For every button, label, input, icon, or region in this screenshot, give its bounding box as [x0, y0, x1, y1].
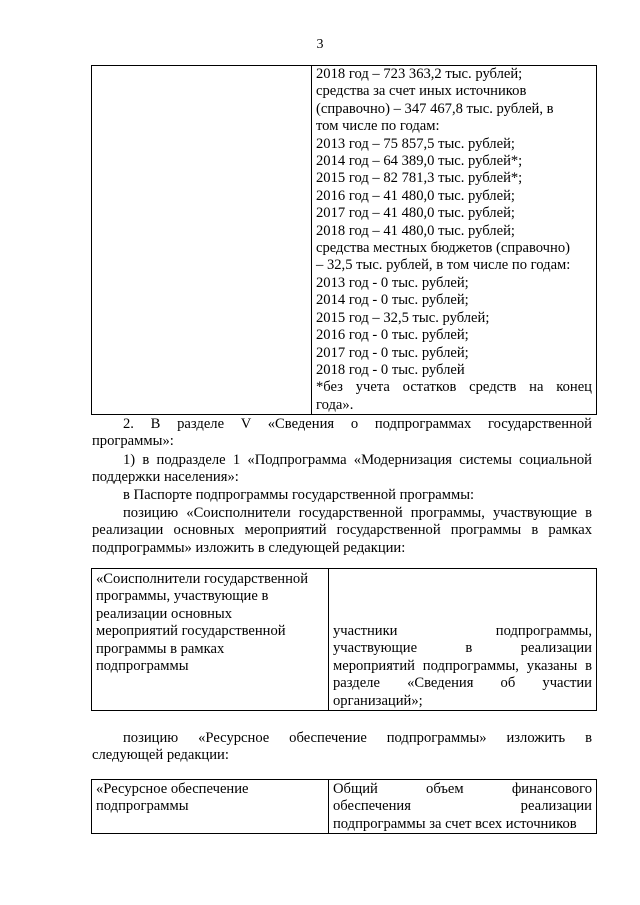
cell-line: участники подпрограммы,	[333, 623, 592, 639]
funding-line: 2015 год – 82 781,3 тыс. рублей*;	[316, 170, 523, 187]
cell-line: мероприятий подпрограммы, указаны в	[333, 657, 592, 674]
coexecutors-label-cell	[92, 569, 329, 711]
funding-table-continuation	[91, 65, 597, 415]
funding-line: средства местных бюджетов (справочно)	[316, 240, 570, 257]
funding-details-cell	[312, 66, 597, 415]
paragraph-resource-position	[92, 730, 592, 765]
paragraph-line: реализации основных мероприятий государственной программы в рамках	[92, 522, 592, 539]
funding-line: 2013 год – 75 857,5 тыс. рублей;	[316, 135, 515, 152]
funding-line: 2016 год – 41 480,0 тыс. рублей;	[316, 187, 515, 204]
funding-footnote: *без учета остатков средств на конец	[316, 379, 592, 396]
paragraph-line: 2. В разделе V «Сведения о подпрограммах государственной	[123, 416, 592, 432]
funding-line: 2014 год - 0 тыс. рублей;	[316, 292, 469, 309]
cell-line: подпрограммы за счет всех источников	[333, 815, 577, 832]
cell-line: Общий объем финансового	[333, 781, 592, 797]
paragraph-line: позицию «Ресурсное обеспечение подпрограммы» изложить в	[123, 730, 592, 746]
cell-line: участвующие в реализации	[333, 640, 592, 657]
paragraph-line: подпрограммы» изложить в следующей редакции:	[92, 539, 406, 556]
paragraph-passport	[92, 487, 592, 504]
funding-line: том числе по годам:	[316, 118, 440, 135]
cell-line: разделе «Сведения об участии	[333, 675, 592, 692]
funding-line: 2017 год – 41 480,0 тыс. рублей;	[316, 205, 515, 222]
paragraph-line: следующей редакции:	[92, 747, 229, 764]
paragraph-line: позицию «Соисполнители государственной программы, участвующие в	[123, 505, 592, 521]
funding-line: – 32,5 тыс. рублей, в том числе по годам:	[316, 257, 571, 274]
cell-line: «Ресурсное обеспечение	[96, 781, 249, 797]
funding-line: года».	[316, 396, 354, 413]
paragraph-line: 1) в подразделе 1 «Подпрограмма «Модернизация системы социальной	[123, 452, 592, 468]
coexecutors-table	[91, 568, 597, 711]
cell-line: «Соисполнители государственной	[96, 571, 309, 587]
funding-line: 2013 год - 0 тыс. рублей;	[316, 274, 469, 291]
cell-line: обеспечения реализации	[333, 798, 592, 815]
cell-line: подпрограммы	[96, 658, 189, 675]
cell-line: подпрограммы	[96, 798, 189, 815]
funding-line: 2018 год – 723 363,2 тыс. рублей;	[316, 66, 523, 82]
coexecutors-value-cell	[329, 569, 597, 711]
funding-line: 2018 год – 41 480,0 тыс. рублей;	[316, 222, 515, 239]
paragraph-subsection-1	[92, 452, 592, 487]
cell-line: реализации основных	[96, 605, 233, 622]
funding-line: (справочно) – 347 467,8 тыс. рублей, в	[316, 100, 554, 117]
funding-line: 2014 год – 64 389,0 тыс. рублей*;	[316, 153, 523, 170]
funding-line: 2016 год - 0 тыс. рублей;	[316, 327, 469, 344]
paragraph-section-v	[92, 416, 592, 451]
table-cell-empty	[92, 66, 312, 415]
cell-line: программы в рамках	[96, 640, 225, 657]
paragraph-line: программы»:	[92, 433, 174, 450]
paragraph-line: в Паспорте подпрограммы государственной программы:	[123, 487, 475, 503]
resource-label-cell	[92, 780, 329, 834]
page-number: 3	[316, 37, 324, 52]
cell-line: программы, участвующие в	[96, 588, 269, 605]
funding-line: 2017 год - 0 тыс. рублей;	[316, 344, 469, 361]
funding-line: 2018 год - 0 тыс. рублей	[316, 361, 465, 378]
paragraph-coexecutors-position	[92, 505, 592, 557]
cell-line: организаций»;	[333, 692, 423, 709]
funding-line: 2015 год – 32,5 тыс. рублей;	[316, 309, 490, 326]
funding-line: средства за счет иных источников	[316, 83, 527, 100]
resource-table	[91, 779, 597, 834]
paragraph-line: поддержки населения»:	[92, 469, 239, 486]
resource-value-cell	[329, 780, 597, 834]
cell-line: мероприятий государственной	[96, 623, 286, 640]
